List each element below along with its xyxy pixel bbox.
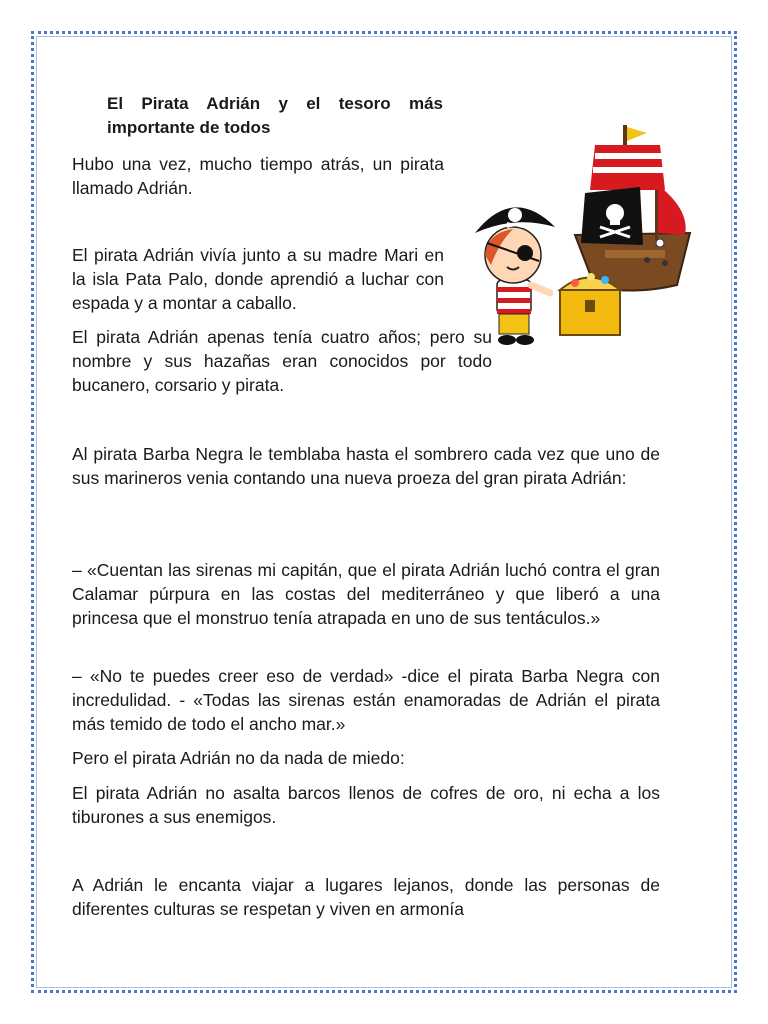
paragraph-6: – «No te puedes creer eso de verdad» -dice el pirata Barba Negra con incredulidad. - «Todas las sirenas están enamoradas de Adrián el pirata más temido de todo el ancho mar.» xyxy=(72,666,660,734)
story-title: El Pirata Adrián y el tesoro más importante de todos xyxy=(107,94,443,137)
paragraph-2: El pirata Adrián vivía junto a su madre Mari en la isla Pata Palo, donde aprendió a luchar con espada y a montar a caballo. xyxy=(72,245,444,313)
pirate-boy-ship-treasure-icon xyxy=(455,115,705,350)
paragraph-8: El pirata Adrián no asalta barcos llenos de cofres de oro, ni echa a los tiburones a sus enemigos. xyxy=(72,783,660,827)
paragraph-1: Hubo una vez, mucho tiempo atrás, un pirata llamado Adrián. xyxy=(72,154,444,198)
paragraph-3: El pirata Adrián apenas tenía cuatro años; pero su nombre y sus hazañas eran conocidos por todo bucanero, corsario y pirata. xyxy=(72,327,492,395)
pirate-illustration xyxy=(455,115,705,350)
paragraph-4: Al pirata Barba Negra le temblaba hasta el sombrero cada vez que uno de sus marineros venia contando una nueva proeza del gran pirata Adrián: xyxy=(72,444,660,488)
paragraph-7: Pero el pirata Adrián no da nada de miedo: xyxy=(72,748,405,768)
paragraph-9: A Adrián le encanta viajar a lugares lejanos, donde las personas de diferentes culturas se respetan y viven en armonía xyxy=(72,875,660,919)
paragraph-5: – «Cuentan las sirenas mi capitán, que el pirata Adrián luchó contra el gran Calamar púrpura en las costas del mediterráneo y que liberó a una princesa que el monstruo tenía atrapada en uno de sus tentáculos.» xyxy=(72,560,660,628)
